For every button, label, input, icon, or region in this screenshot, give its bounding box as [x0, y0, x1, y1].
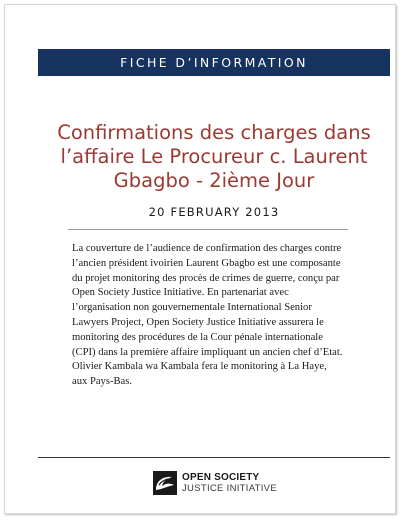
fact-sheet-banner — [38, 49, 390, 76]
open-society-logo — [153, 471, 277, 495]
banner-label: FICHE D’INFORMATION — [120, 55, 308, 70]
document-page — [4, 4, 396, 514]
document-body: La couverture de l’audience de confirmation des charges contre l’ancien président ivoirien Laurent Gbagbo est une composante du projet monitoring des procès de crimes de guerre, conçu par Open Society Justice Initiative. En partenariat avec l’organisation non gouvernementale International Senior Lawyers Project, Open Society Justice Initiative assurera le monitoring des procédures de la Cour pénale internationale (CPI) dans la première affaire impliquant un ancien chef d’Etat. Olivier Kambala wa Kambala fera le monitoring à La Haye, aux Pays-Bas. — [72, 243, 343, 388]
document-title: Confirmations des charges dans l’affaire Le Procureur c. Laurent Gbagbo - 2ième Jour — [57, 121, 371, 192]
logo-text — [182, 472, 277, 494]
open-society-logo-icon — [153, 471, 177, 495]
top-divider — [68, 229, 348, 230]
document-date: 20 FEBRUARY 2013 — [148, 205, 280, 219]
bottom-divider — [38, 457, 390, 458]
org-name-line2: JUSTICE INITIATIVE — [182, 483, 277, 494]
org-name-line1: OPEN SOCIETY — [182, 472, 260, 483]
